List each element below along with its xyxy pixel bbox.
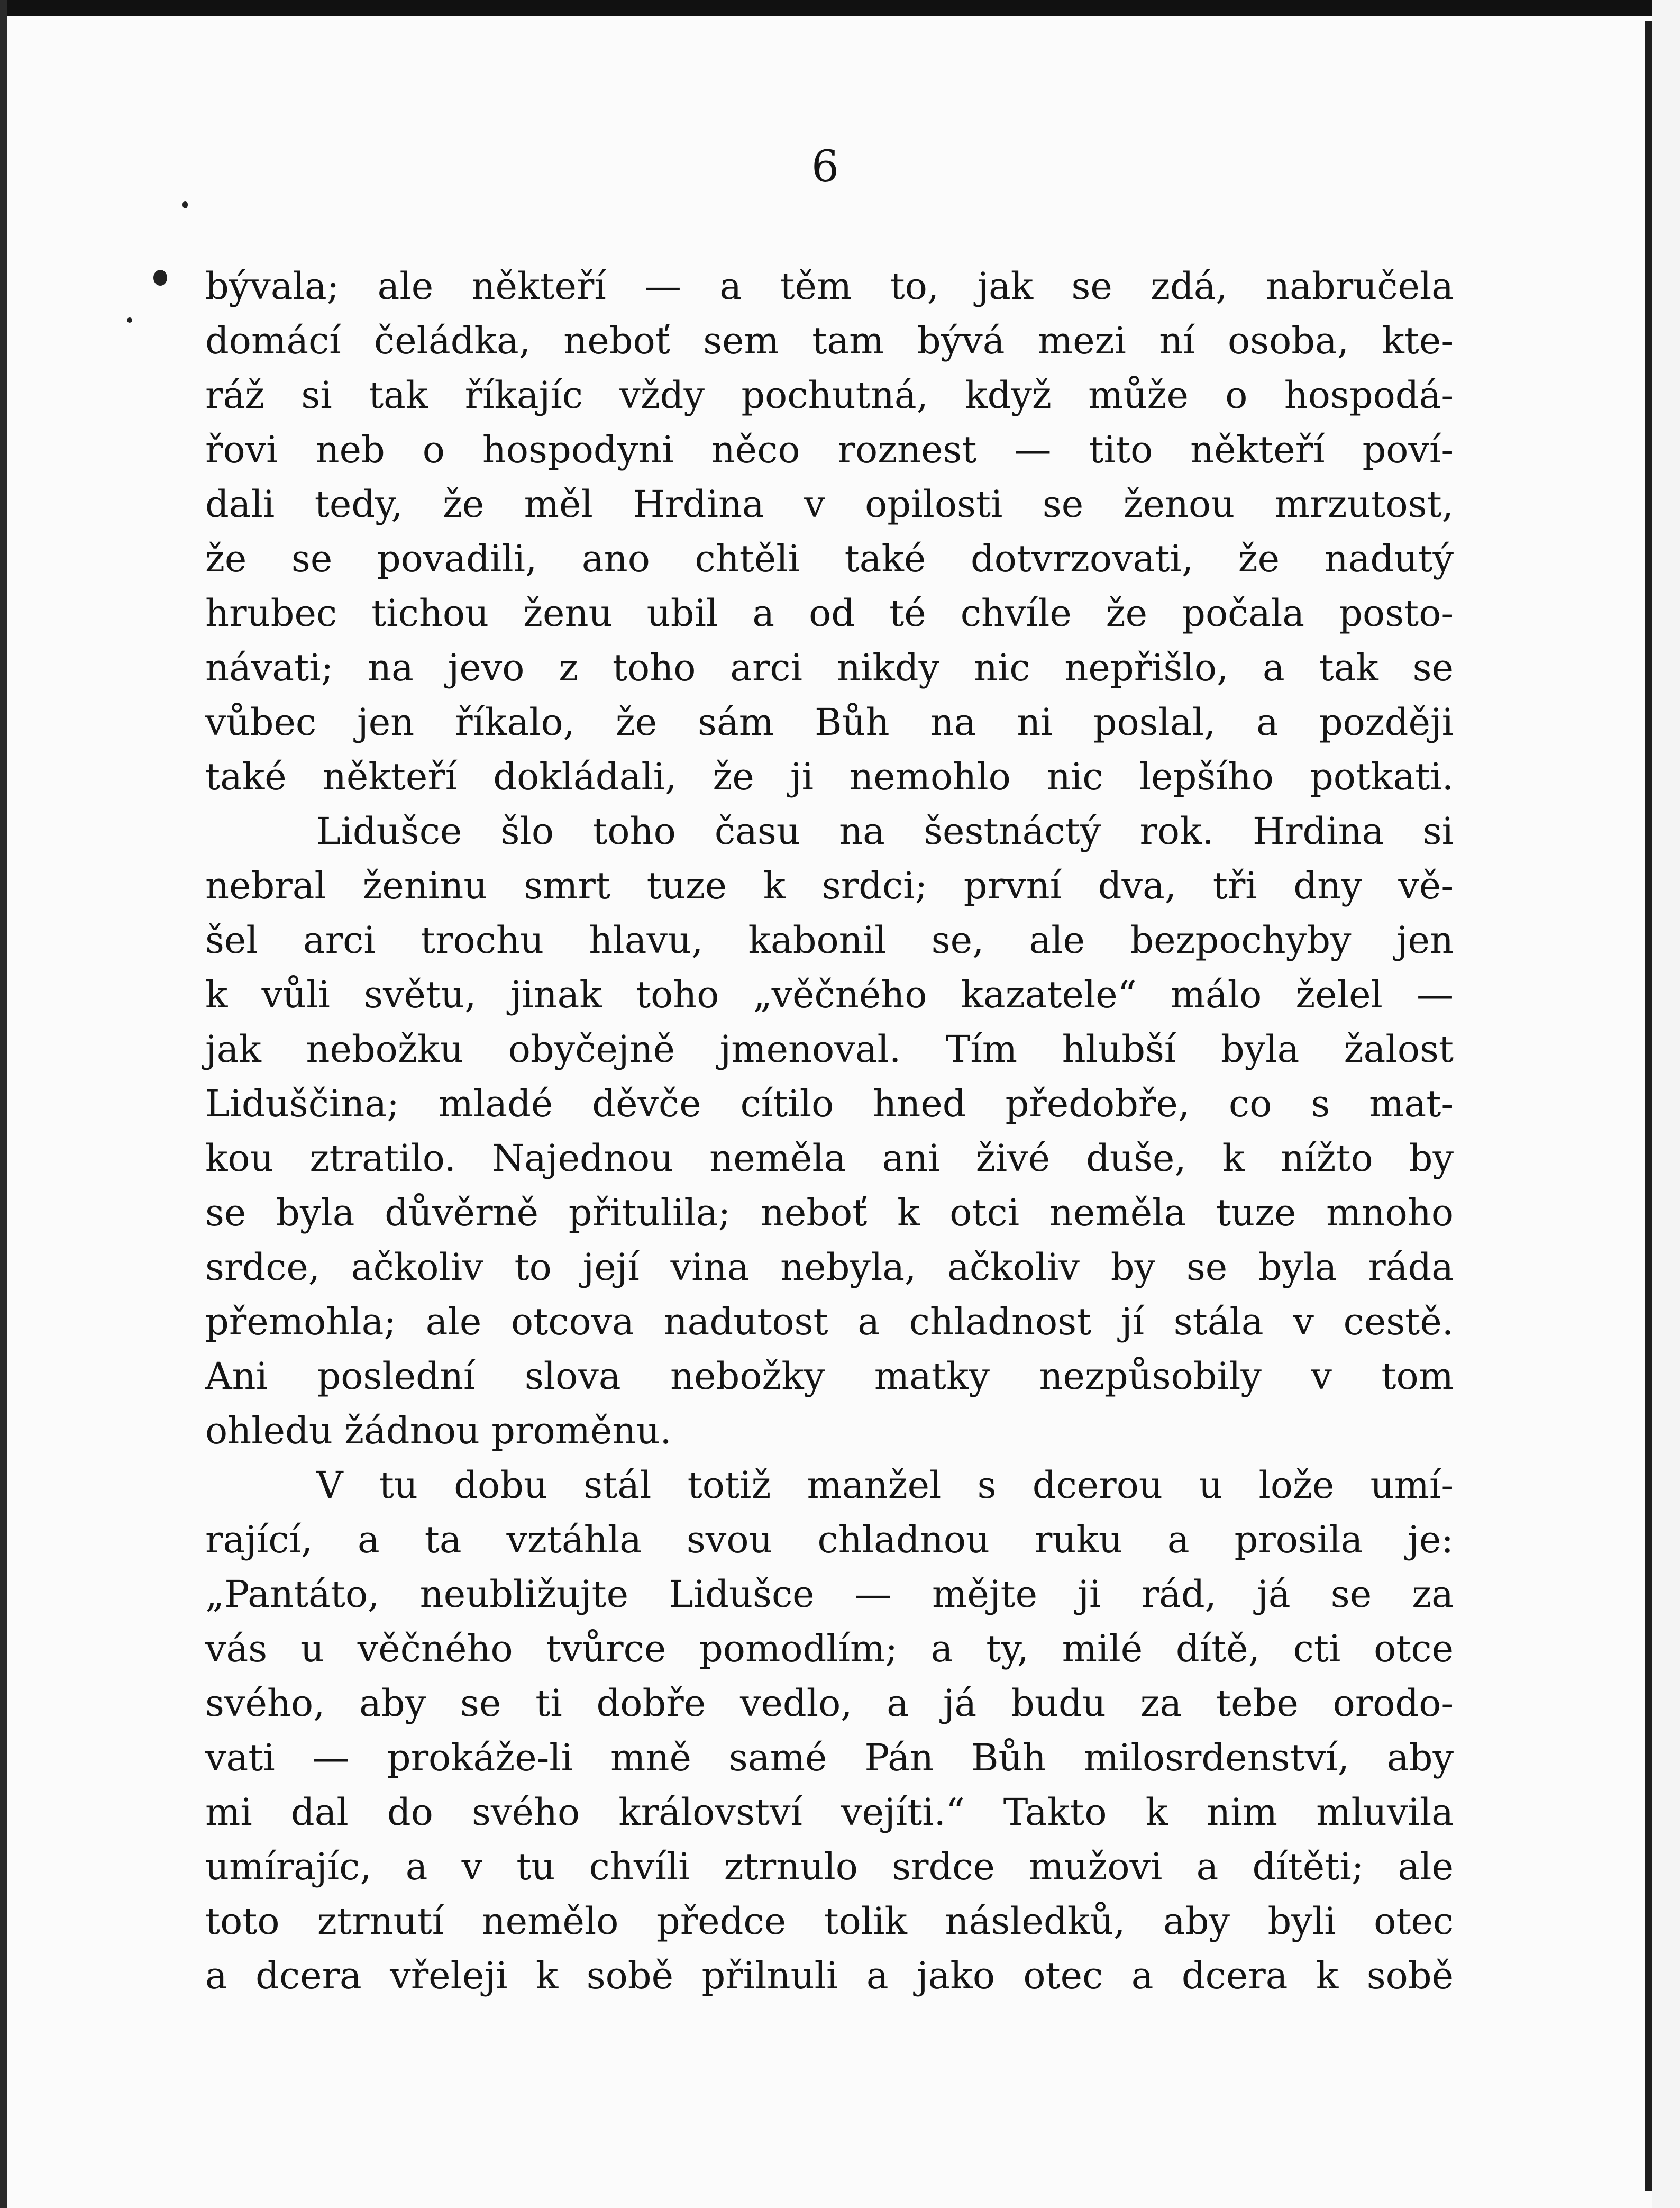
- text-line: rající, a ta vztáhla svou chladnou ruku a prosila je:: [205, 1518, 1454, 1561]
- text-line: toto ztrnutí nemělo předce tolik následků, aby byli otec: [205, 1900, 1454, 1943]
- text-line: „Pantáto, neubližujte Lidušce — mějte ji rád, já se za: [205, 1573, 1454, 1616]
- text-line: srdce, ačkoliv to její vina nebyla, ačkoliv by se byla ráda: [205, 1246, 1454, 1289]
- scan-border-right: [1645, 21, 1652, 2191]
- text-line: vůbec jen říkalo, že sám Bůh na ni poslal, a později: [205, 701, 1454, 744]
- scan-border-left: [0, 0, 7, 2208]
- text-line: svého, aby se ti dobře vedlo, a já budu za tebe orodo-: [205, 1682, 1454, 1725]
- text-line: ráž si tak říkajíc vždy pochutná, když může o hospodá-: [205, 374, 1454, 417]
- text-line: mi dal do svého království vejíti.“ Takto k nim mluvila: [205, 1791, 1454, 1834]
- text-line: umírajíc, a v tu chvíli ztrnulo srdce mužovi a dítěti; ale: [205, 1845, 1454, 1888]
- text-line: řovi neb o hospodyni něco roznest — tito někteří poví-: [205, 428, 1454, 471]
- text-line: se byla důvěrně přitulila; neboť k otci neměla tuze mnoho: [205, 1191, 1454, 1234]
- ink-speck: [127, 317, 132, 323]
- text-line: návati; na jevo z toho arci nikdy nic nepřišlo, a tak se: [205, 646, 1454, 689]
- text-line: nebral ženinu smrt tuze k srdci; první dva, tři dny vě-: [205, 864, 1454, 907]
- text-line: vás u věčného tvůrce pomodlím; a ty, milé dítě, cti otce: [205, 1627, 1454, 1670]
- text-line: vati — prokáže-li mně samé Pán Bůh milosrdenství, aby: [205, 1736, 1454, 1779]
- text-line: domácí čeládka, neboť sem tam bývá mezi ní osoba, kte-: [205, 319, 1454, 362]
- text-line: Ani poslední slova nebožky matky nezpůsobily v tom: [205, 1355, 1454, 1398]
- paragraph-start-line: V tu dobu stál totiž manžel s dcerou u lože umí-: [316, 1464, 1454, 1507]
- text-line: bývala; ale někteří — a těm to, jak se zdá, nabručela: [205, 265, 1454, 308]
- scan-margin-right: [1652, 0, 1680, 2208]
- page-number: 6: [811, 142, 839, 192]
- text-line: kou ztratilo. Najednou neměla ani živé duše, k nížto by: [205, 1137, 1454, 1180]
- text-line: přemohla; ale otcova nadutost a chladnost jí stála v cestě.: [205, 1300, 1454, 1343]
- text-line: a dcera vřeleji k sobě přilnuli a jako otec a dcera k sobě: [205, 1954, 1454, 1997]
- text-line: jak nebožku obyčejně jmenoval. Tím hlubší byla žalost: [205, 1028, 1454, 1071]
- text-line: Liduščina; mladé děvče cítilo hned předobře, co s mat-: [205, 1082, 1454, 1125]
- text-line: dali tedy, že měl Hrdina v opilosti se ženou mrzutost,: [205, 483, 1454, 526]
- text-line: k vůli světu, jinak toho „věčného kazatele“ málo želel —: [205, 973, 1454, 1016]
- ink-speck: [182, 201, 188, 208]
- text-line: hrubec tichou ženu ubil a od té chvíle že počala posto-: [205, 592, 1454, 635]
- paragraph-end-line: ohledu žádnou proměnu.: [205, 1409, 672, 1452]
- text-line: šel arci trochu hlavu, kabonil se, ale bezpochyby jen: [205, 919, 1454, 962]
- scan-border-top: [0, 0, 1680, 16]
- text-line: že se povadili, ano chtěli také dotvrzovati, že nadutý: [205, 537, 1454, 580]
- text-line: také někteří dokládali, že ji nemohlo nic lepšího potkati.: [205, 755, 1454, 798]
- paragraph-start-line: Lidušce šlo toho času na šestnáctý rok. Hrdina si: [316, 810, 1454, 853]
- body-text: [205, 259, 1454, 2003]
- ink-speck: [153, 270, 167, 286]
